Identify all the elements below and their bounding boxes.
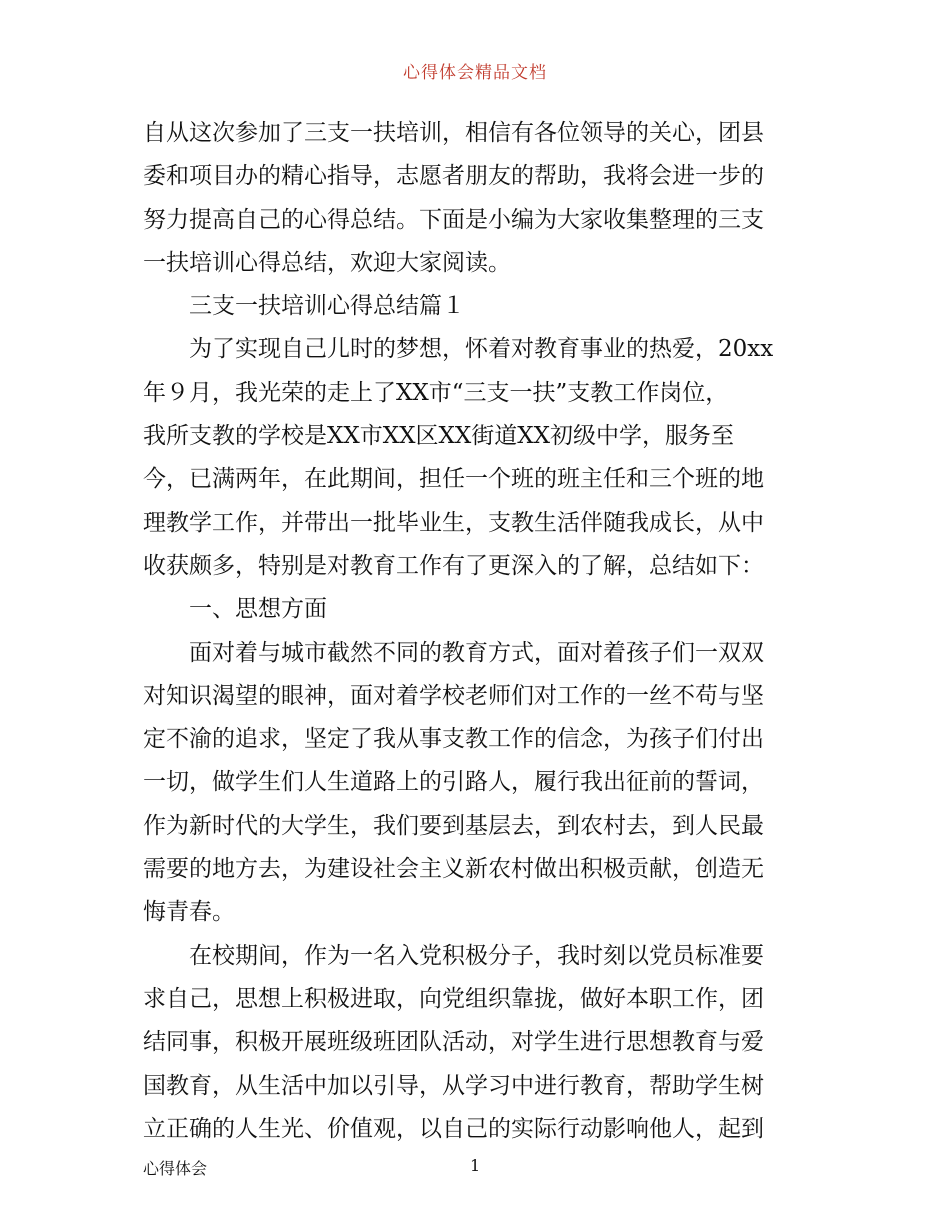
text-line: 年９月，我光荣的走上了XX市“三支一扶”支教工作岗位， [143,379,729,406]
document-body [143,112,813,1151]
section-title: 三支一扶培训心得总结篇１ [189,293,465,320]
text-line: 理教学工作，并带出一批毕业生，支教生活伴随我成长，从中 [143,509,764,536]
text-line: 立正确的人生光、价值观，以自己的实际行动影响他人，起到 [143,1115,764,1142]
text-line: 自从这次参加了三支一扶培训，相信有各位领导的关心，团县 [143,120,764,146]
text-line: 收获颇多，特别是对教育工作有了更深入的了解，总结如下： [143,552,764,579]
text-line: 对知识渴望的眼神，面对着学校老师们对工作的一丝不苟与坚 [143,682,764,709]
text-line: 国教育，从生活中加以引导，从学习中进行教育，帮助学生树 [143,1072,764,1099]
text-line: 定不渝的追求，坚定了我从事支教工作的信念，为孩子们付出 [143,726,764,753]
text-line: 在校期间，作为一名入党积极分子，我时刻以党员标准要 [189,942,764,969]
text-line: 面对着与城市截然不同的教育方式，面对着孩子们一双双 [189,639,764,666]
text-line: 我所支教的学校是XX市XX区XX街道XX初级中学，服务至 [143,423,734,450]
text-line: 委和项目办的精心指导，志愿者朋友的帮助，我将会进一步的 [143,163,764,190]
text-line: 为了实现自己儿时的梦想，怀着对教育事业的热爱，20xx [189,336,774,363]
text-line: 一切，做学生们人生道路上的引路人，履行我出征前的誓词， [143,769,764,796]
text-line: 努力提高自己的心得总结。下面是小编为大家收集整理的三支 [143,206,764,233]
page-number: 1 [470,1156,481,1175]
text-line: 求自己，思想上积极进取，向党组织靠拢，做好本职工作，团 [143,985,764,1012]
document-header-title: 心得体会精品文档 [403,63,547,83]
text-line: 结同事，积极开展班级班团队活动，对学生进行思想教育与爱 [143,1029,764,1056]
text-line: 悔青春。 [143,899,235,926]
text-line: 一扶培训心得总结，欢迎大家阅读。 [143,249,511,276]
text-line: 需要的地方去，为建设社会主义新农村做出积极贡献，创造无 [143,856,764,883]
text-line: 作为新时代的大学生，我们要到基层去，到农村去，到人民最 [143,812,764,839]
footer-label: 心得体会 [143,1159,208,1178]
section-heading: 一、思想方面 [189,596,327,623]
text-line: 今，已满两年，在此期间，担任一个班的班主任和三个班的地 [143,466,764,493]
